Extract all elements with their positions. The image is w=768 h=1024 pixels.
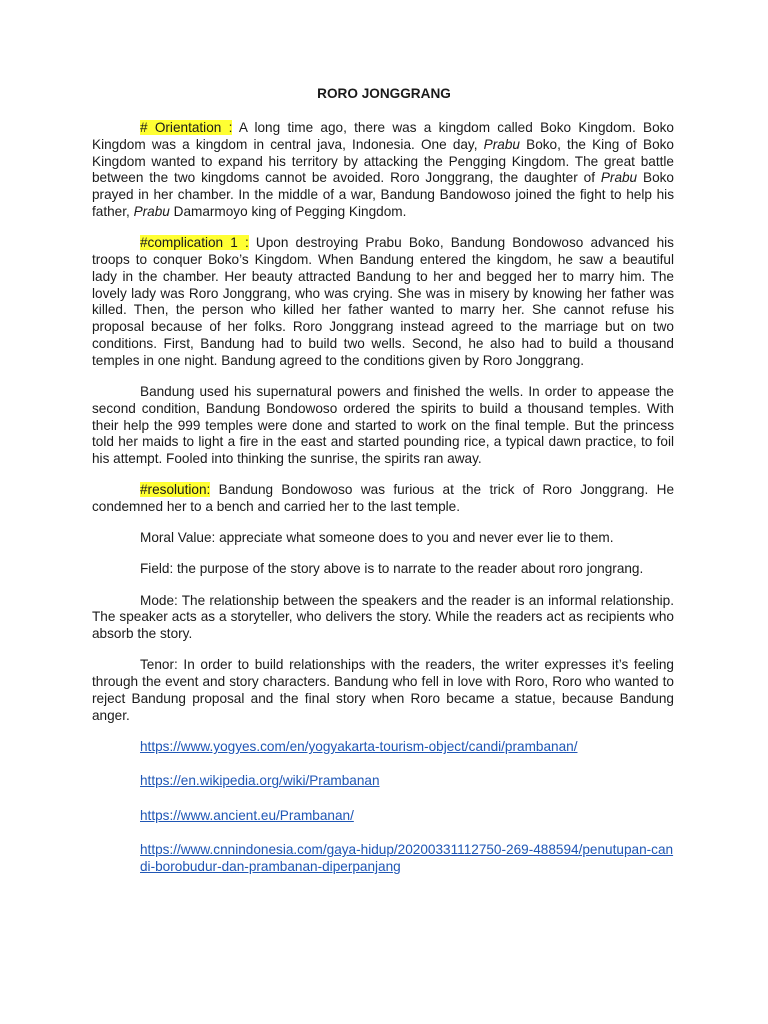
orientation-paragraph [92,120,674,221]
link-cnnindonesia[interactable]: https://www.cnnindonesia.com/gaya-hidup/20200331112750-269-488594/penutupan-candi-borobudur-dan-prambanan-diperpanjang [140,842,674,874]
complication-paragraph [92,235,674,369]
complication-text: Upon destroying Prabu Boko, Bandung Bondowoso advanced his troops to conquer Boko’s Kingdom. When Bandung entered the kingdom, he saw a beautiful lady in the chamber. Her beauty attracted Bandung to her and begged her to marry him. The lovely lady was Roro Jonggrang, who was crying. She was in misery by knowing her father was killed. Then, the person who killed her father wanted to marry her. She cannot refuse his proposal because of her folks. Roro Jonggrang instead agreed to the marriage but on two conditions. First, Bandung had to build two wells. Second, he also had to build a thousand temples in one night. Bandung agreed to the conditions given by Roro Jonggrang. [92,235,674,368]
orientation-text-2: Boko, the King of Boko Kingdom wanted to expand his territory by attacking the Pengging Kingdom. The great battle between the two kingdoms cannot be avoided. Roro Jonggrang, the daughter of [92,136,674,186]
moral-value-paragraph: Moral Value: appreciate what someone does to you and never ever lie to them. [140,530,614,546]
orientation-text-1: A long time ago, there was a kingdom called Boko Kingdom. Boko Kingdom was a kingdom in central java, Indonesia. One day, [92,120,674,152]
resolution-label: #resolution: [140,482,211,498]
field-paragraph: Field: the purpose of the story above is to narrate to the reader about roro jongrang. [140,561,644,577]
orientation-label: # Orientation : [140,120,233,135]
resolution-paragraph [92,482,674,516]
orientation-prabu-3: Prabu [133,203,170,219]
complication-label: #complication 1 : [140,235,249,251]
document-title: RORO JONGGRANG [317,86,451,101]
resolution-text: Bandung Bondowoso was furious at the trick of Roro Jonggrang. He condemned her to a bench and carried her to the last temple. [92,482,674,515]
mode-paragraph: Mode: The relationship between the speakers and the reader is an informal relationship. The speaker acts as a storyteller, who delivers the story. While the readers act as recipients who absorb the story. [92,592,674,642]
orientation-prabu-1: Prabu [483,136,520,152]
climax-paragraph: Bandung used his supernatural powers and finished the wells. In order to appease the second condition, Bandung Bondowoso ordered the spirits to build a thousand temples. With their help the 999 temples were done and started to work on the final temple. But the princess told her maids to light a fire in the east and started pounding rice, a typical dawn practice, to foil his attempt. Fooled into thinking the sunrise, the spirits ran away. [92,383,674,467]
document-body [92,120,674,893]
orientation-prabu-2: Prabu [600,170,638,186]
orientation-text-3: Boko prayed in her chamber. In the middle of a war, Bandung Bandowoso joined the fight to help his father, [92,170,674,219]
orientation-text-4: Damarmoyo king of Pegging Kingdom. [169,203,407,219]
link-wikipedia[interactable]: https://en.wikipedia.org/wiki/Prambanan [140,773,380,789]
tenor-paragraph: Tenor: In order to build relationships with the readers, the writer expresses it’s feeling through the event and story characters. Bandung who fell in love with Roro, Roro who wanted to reject Bandung proposal and the final story when Roro became a statue, because Bandung anger. [92,657,674,723]
link-ancient[interactable]: https://www.ancient.eu/Prambanan/ [140,807,354,823]
link-yogyes[interactable]: https://www.yogyes.com/en/yogyakarta-tourism-object/candi/prambanan/ [140,739,578,755]
